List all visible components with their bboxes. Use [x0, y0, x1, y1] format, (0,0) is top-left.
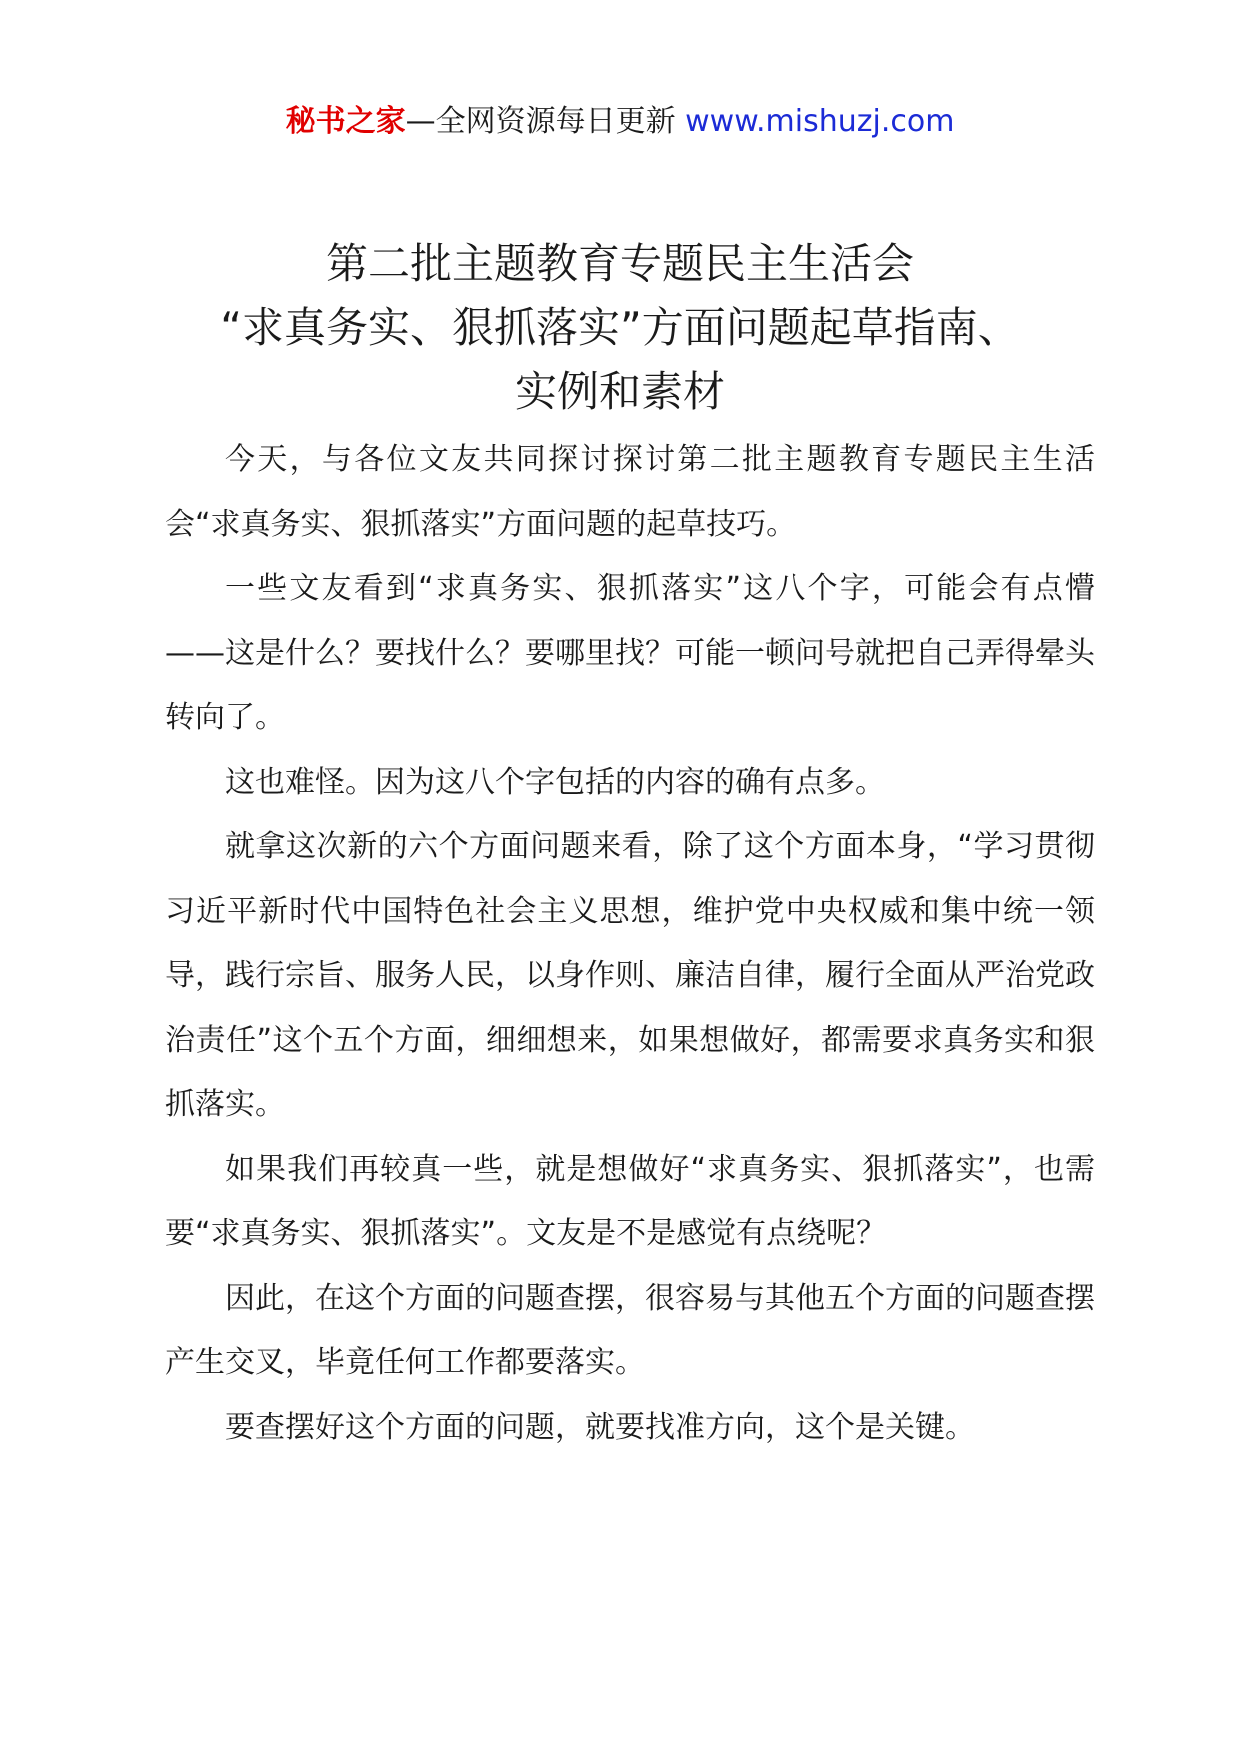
title-line-1: 第二批主题教育专题民主生活会 [325, 239, 914, 288]
site-url-link[interactable]: www.mishuzj.com [685, 104, 955, 139]
brand-name: 秘书之家 [285, 104, 406, 139]
paragraph: 这也难怪。因为这八个字包括的内容的确有点多。 [225, 764, 885, 800]
paragraph: 一些文友看到“求真务实、狠抓落实”这八个字，可能会有点懵——这是什么？要找什么？要哪里找？可能一顿问号就把自己弄得晕头转向了。 [165, 571, 1095, 735]
paragraph: 就拿这次新的六个方面问题来看，除了这个方面本身，“学习贯彻习近平新时代中国特色社会主义思想，维护党中央权威和集中统一领导，践行宗旨、服务人民，以身作则、廉洁自律，履行全面从严治党政治责任”这个五个方面，细细想来，如果想做好，都需要求真务实和狠抓落实。 [165, 829, 1095, 1122]
header-slogan: —全网资源每日更新 [405, 104, 686, 139]
paragraph: 因此，在这个方面的问题查摆，很容易与其他五个方面的问题查摆产生交叉，毕竟任何工作都要落实。 [165, 1280, 1095, 1380]
paragraph: 今天，与各位文友共同探讨探讨第二批主题教育专题民主生活会“求真务实、狠抓落实”方面问题的起草技巧。 [165, 442, 1095, 542]
title-line-3: 实例和素材 [514, 367, 725, 416]
site-header [0, 100, 1240, 144]
document-body [165, 428, 1095, 1460]
paragraph: 要查摆好这个方面的问题，就要找准方向，这个是关键。 [225, 1409, 975, 1445]
document-title [60, 232, 1180, 424]
title-line-2: “求真务实、狠抓落实”方面问题起草指南、 [220, 303, 1020, 352]
paragraph: 如果我们再较真一些，就是想做好“求真务实、狠抓落实”，也需要“求真务实、狠抓落实”。文友是不是感觉有点绕呢？ [165, 1151, 1095, 1251]
